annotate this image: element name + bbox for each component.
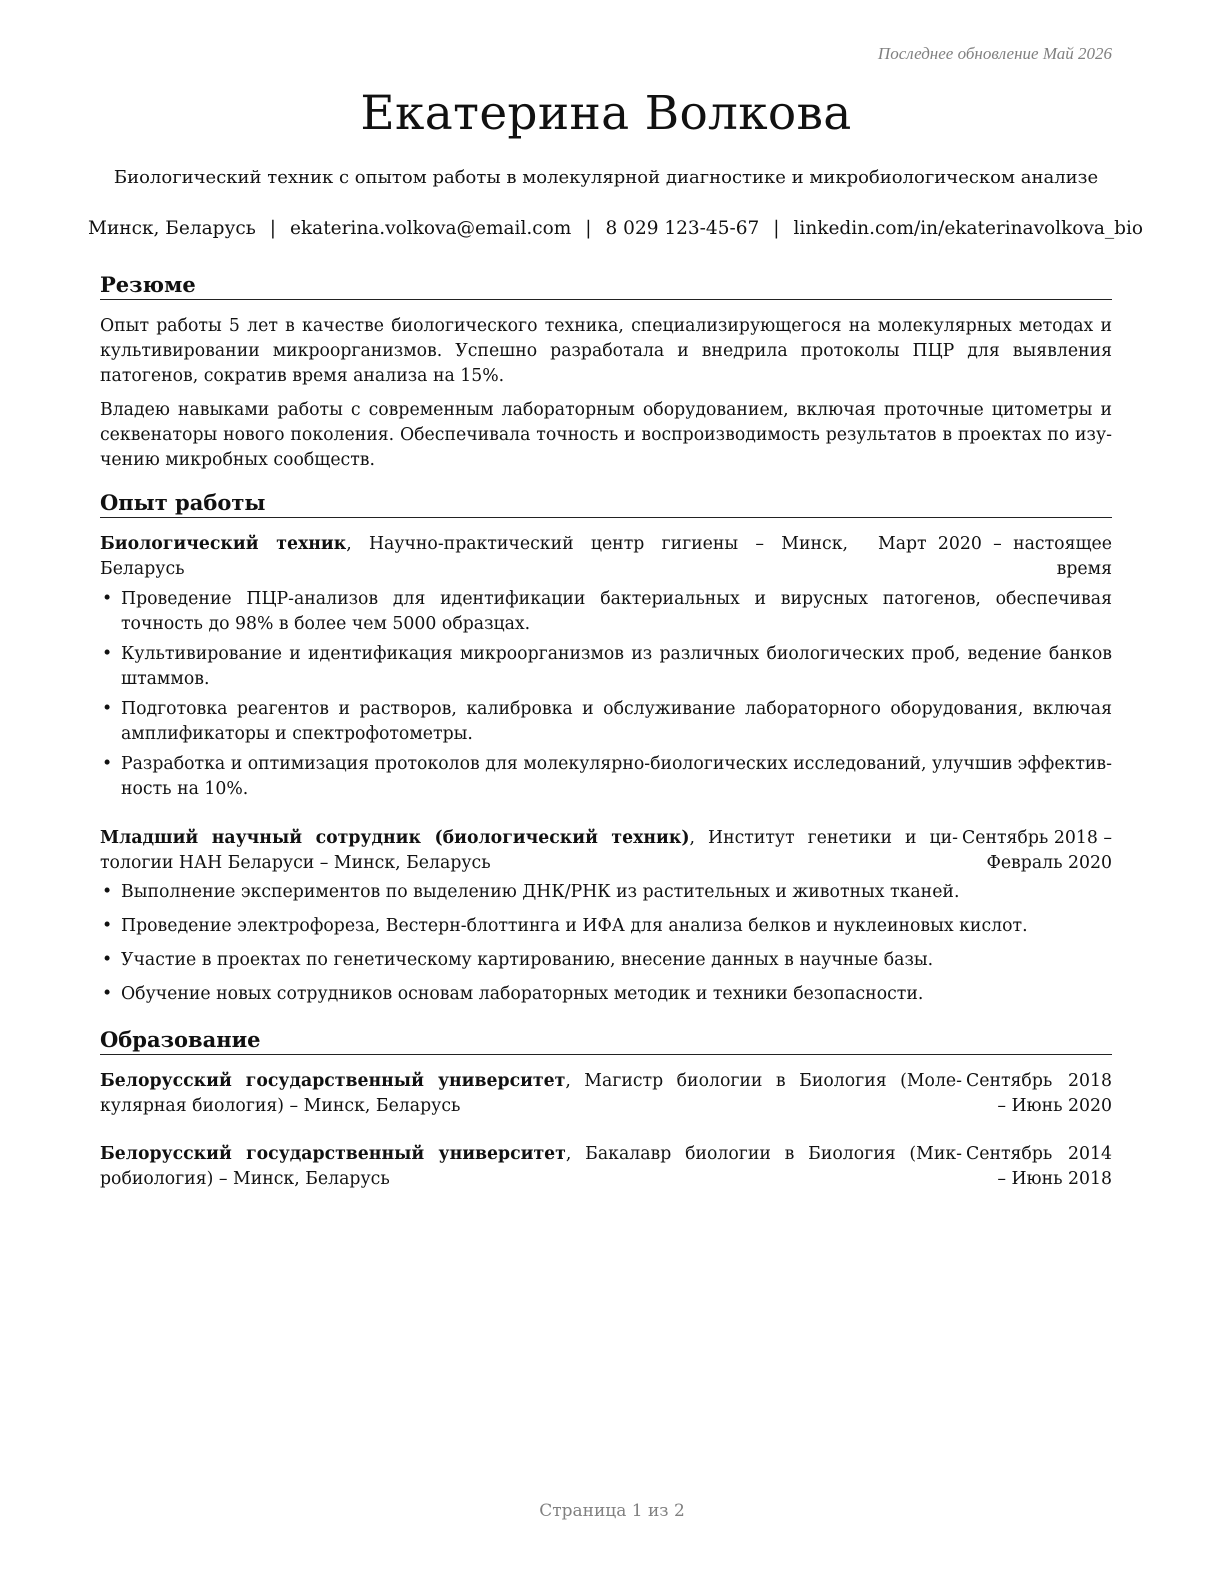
contact-phone: 8 029 123-45-67 — [605, 218, 760, 239]
job-org: , Институт генетики и цитологии НАН Беларуси – Минск, Беларусь — [100, 828, 958, 873]
tagline: Биологический техник с опытом работы в молекулярной диагностике и микробиологическом анализе — [113, 167, 1099, 188]
education-school: Белорусский государственный университет — [100, 1144, 566, 1164]
candidate-name: Екатерина Волкова — [360, 86, 852, 141]
list-item: • Проведение электрофореза, Вестерн-блоттинга и ИФА для анализа белков и нуклеиновых кислот. — [100, 914, 1112, 939]
contact-separator: | — [773, 218, 780, 239]
job-entry — [100, 826, 1112, 1007]
list-item: • Участие в проектах по генетическому картированию, внесение данных в научные базы. — [100, 948, 1112, 973]
contact-location: Минск, Беларусь — [88, 218, 256, 239]
education-entry — [100, 1142, 1112, 1192]
contact-linkedin[interactable]: linkedin.com/in/ekaterinavolkova_bio — [793, 218, 1144, 239]
education-degree: , Бакалавр биологии в Биология (Микробиология) – Минск, Беларусь — [100, 1144, 962, 1189]
job-title-line — [100, 532, 848, 582]
experience-section — [100, 490, 1112, 1007]
job-role: Младший научный сотрудник (биологический техник) — [100, 828, 690, 848]
education-section — [100, 1027, 1112, 1192]
list-item: • Обучение новых сотрудников основам лабораторных методик и техники безопасности. — [100, 982, 1112, 1007]
education-entry — [100, 1069, 1112, 1119]
education-title: Образование — [100, 1027, 1112, 1055]
last-updated: Последнее обновление Май 2026 — [877, 44, 1112, 63]
education-header — [100, 1069, 1112, 1119]
page-number: Страница 1 из 2 — [539, 1501, 685, 1521]
job-role: Биологический техник — [100, 534, 347, 554]
list-item: • Выполнение экспериментов по выделению ДНК/РНК из растительных и животных тканей. — [100, 880, 1112, 905]
education-school: Белорусский государственный университет — [100, 1071, 566, 1091]
resume-page — [88, 0, 1144, 1584]
summary-section — [100, 272, 1112, 473]
contact-separator: | — [269, 218, 277, 239]
education-header — [100, 1142, 1112, 1192]
job-header — [100, 826, 1112, 876]
education-title-line — [100, 1142, 962, 1192]
education-dates: Сентябрь 2018 – Июнь 2020 — [966, 1071, 1112, 1116]
contact-line — [88, 218, 1144, 239]
summary-paragraph: Владею навыками работы с современным лабораторным оборудованием, включая проточные цитометры и секвенаторы нового поколения. Обеспечивала точность и воспроизводимость результатов в проектах по изучению микробных сообществ. — [100, 400, 1112, 470]
job-bullets — [100, 587, 1112, 802]
contact-separator: | — [585, 218, 592, 239]
list-item: • Разработка и оптимизация протоколов для молекулярно-биологических исследований, улучшив эффективность на 10%. — [100, 752, 1112, 802]
job-entry — [100, 532, 1112, 802]
list-item: • Подготовка реагентов и растворов, калибровка и обслуживание лабораторного оборудования, включая амплификаторы и спектрофотометры. — [100, 697, 1112, 747]
experience-title: Опыт работы — [100, 490, 1112, 518]
job-dates: Сентябрь 2018 – Февраль 2020 — [962, 828, 1112, 873]
summary-paragraph: Опыт работы 5 лет в качестве биологического техника, специализирующегося на молекулярных методах и культивировании микроорганизмов. Успешно разработала и внедрила протоколы ПЦР для выявления патогенов, сократив время анализа на 15%. — [100, 316, 1112, 386]
job-title-line — [100, 826, 958, 876]
list-item: • Культивирование и идентификация микроорганизмов из различных биологических проб, ведение банков штаммов. — [100, 642, 1112, 692]
job-bullets — [100, 880, 1112, 1007]
education-dates: Сентябрь 2014 – Июнь 2018 — [966, 1144, 1112, 1189]
education-degree: , Магистр биологии в Биология (Молекулярная биология) – Минск, Беларусь — [100, 1071, 962, 1116]
job-org: , Научно-практический центр гигиены – Минск, Беларусь — [100, 534, 848, 579]
job-dates: Март 2020 – настоящее время — [878, 534, 1112, 579]
job-header — [100, 532, 1112, 582]
list-item: • Проведение ПЦР-анализов для идентификации бактериальных и вирусных патогенов, обеспечивая точность до 98% в более чем 5000 образцах. — [100, 587, 1112, 637]
education-title-line — [100, 1069, 962, 1119]
summary-title: Резюме — [100, 272, 1112, 300]
contact-email[interactable]: ekaterina.volkova@email.com — [290, 218, 572, 239]
